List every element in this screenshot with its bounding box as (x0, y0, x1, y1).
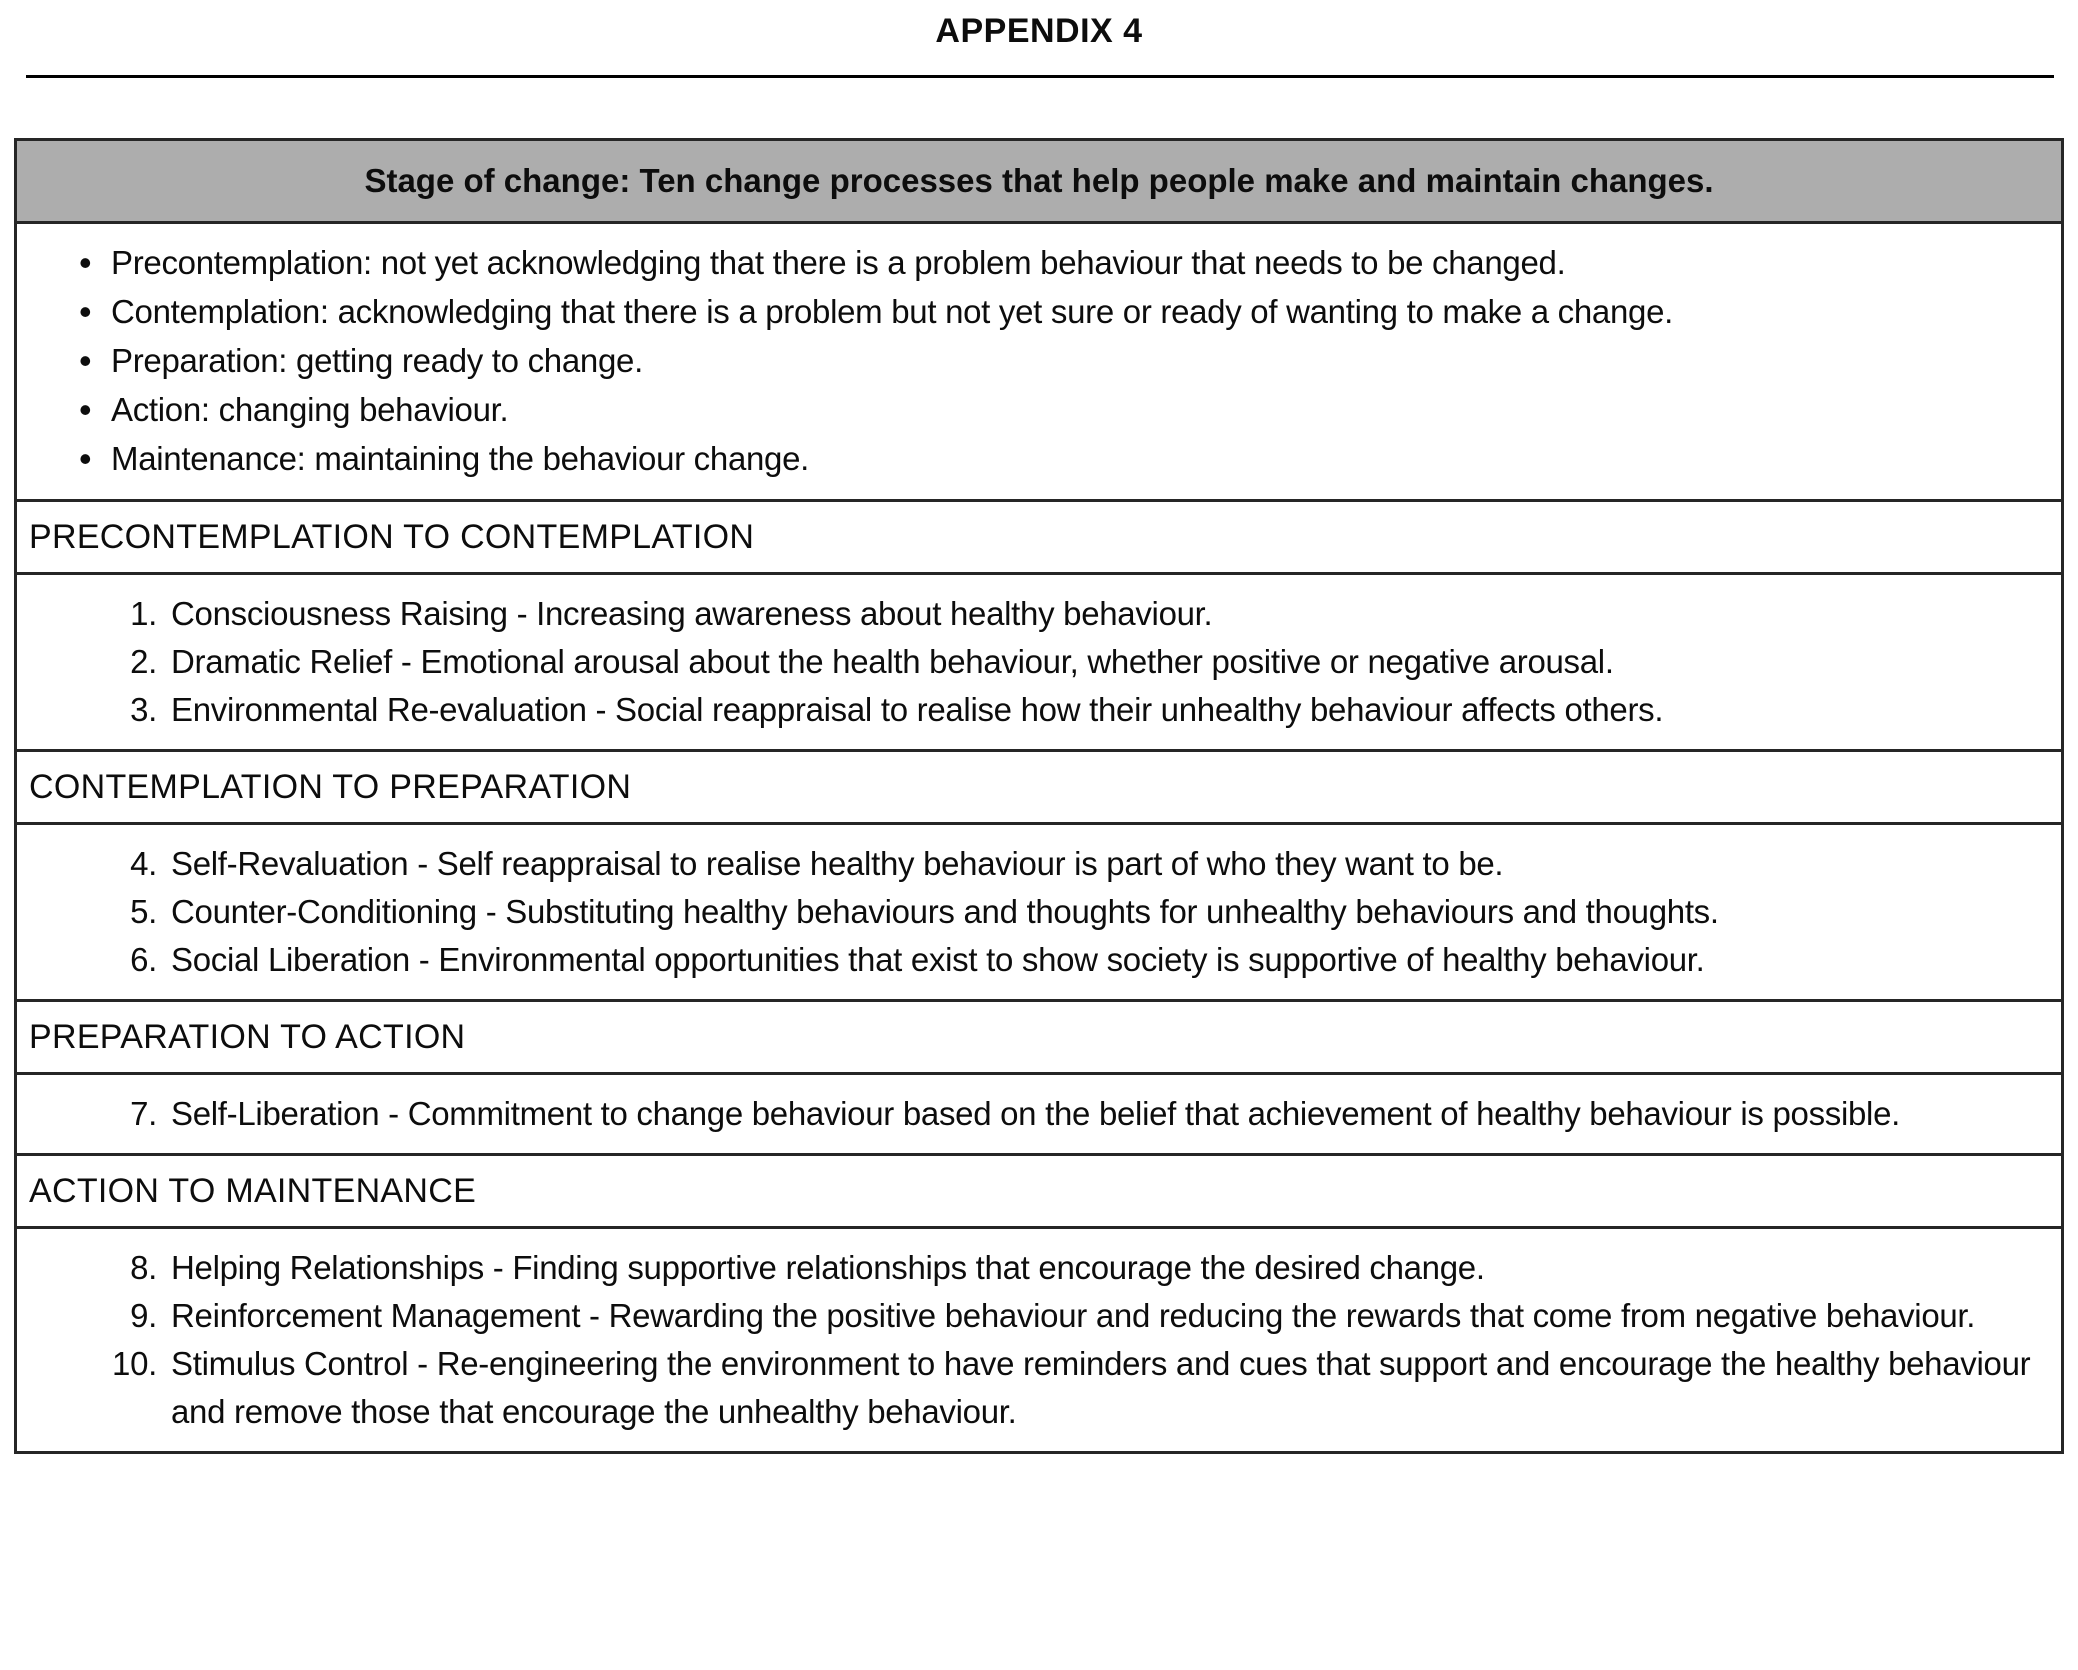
section-title-text: PRECONTEMPLATION TO CONTEMPLATION (29, 518, 755, 556)
list-item (17, 1292, 2035, 1340)
list-item (79, 386, 2033, 435)
item-text: Environmental Re-evaluation - Social reappraisal to realise how their unhealthy behaviour affects others. (171, 691, 1664, 728)
item-text: Dramatic Relief - Emotional arousal about the health behaviour, whether positive or negative arousal. (171, 643, 1614, 680)
title-divider (26, 75, 2054, 78)
item-number: 10. (112, 1345, 157, 1382)
page-title: APPENDIX 4 (935, 12, 1143, 50)
stage-text: Action: changing behaviour. (111, 391, 509, 428)
bullet-icon (79, 337, 97, 386)
list-item (79, 288, 2033, 337)
bullet-icon (79, 386, 97, 435)
section-title-text: PREPARATION TO ACTION (29, 1018, 466, 1056)
item-number: 1. (130, 595, 157, 632)
item-number: 9. (130, 1297, 157, 1334)
item-text: Social Liberation - Environmental opportunities that exist to show society is supportive of healthy behaviour. (171, 941, 1705, 978)
item-text: Self-Liberation - Commitment to change behaviour based on the belief that achievement of healthy behaviour is possible. (171, 1095, 1901, 1132)
stage-text: Preparation: getting ready to change. (111, 342, 643, 379)
bullet-icon (79, 239, 97, 288)
list-item (17, 888, 2035, 936)
process-list (17, 1229, 2061, 1451)
item-text: Self-Revaluation - Self reappraisal to realise healthy behaviour is part of who they want to be. (171, 845, 1504, 882)
process-list (17, 825, 2061, 999)
stage-text: Contemplation: acknowledging that there is a problem but not yet sure or ready of wanting to make a change. (111, 293, 1674, 330)
item-number: 4. (130, 845, 157, 882)
section-title-text: CONTEMPLATION TO PREPARATION (29, 768, 632, 806)
list-item (17, 1340, 2035, 1436)
item-text: Counter-Conditioning - Substituting healthy behaviours and thoughts for unhealthy behaviours and thoughts. (171, 893, 1719, 930)
section-title-text: ACTION TO MAINTENANCE (29, 1172, 477, 1210)
item-number: 5. (130, 893, 157, 930)
item-number: 6. (130, 941, 157, 978)
list-item (17, 1090, 2035, 1138)
item-text: Consciousness Raising - Increasing awareness about healthy behaviour. (171, 595, 1213, 632)
list-item (79, 337, 2033, 386)
section-title-preparation-to-action (17, 999, 2061, 1072)
list-item (17, 590, 2035, 638)
item-text: Reinforcement Management - Rewarding the positive behaviour and reducing the rewards that come from negative behaviour. (171, 1297, 1976, 1334)
item-number: 2. (130, 643, 157, 680)
list-item (17, 686, 2035, 734)
process-row (17, 822, 2061, 999)
process-row (17, 1072, 2061, 1153)
stage-list (17, 224, 2061, 499)
list-item (17, 936, 2035, 984)
item-number: 3. (130, 691, 157, 728)
table-header-row (17, 141, 2061, 221)
section-title-action-to-maintenance (17, 1153, 2061, 1226)
item-number: 8. (130, 1249, 157, 1286)
list-item (17, 840, 2035, 888)
stages-row (17, 221, 2061, 499)
process-row (17, 572, 2061, 749)
stage-text: Precontemplation: not yet acknowledging that there is a problem behaviour that needs to be changed. (111, 244, 1566, 281)
stages-of-change-table (14, 138, 2064, 1454)
item-text: Helping Relationships - Finding supportive relationships that encourage the desired change. (171, 1249, 1485, 1286)
bullet-icon (79, 435, 97, 484)
list-item (79, 239, 2033, 288)
list-item (79, 435, 2033, 484)
section-title-precontemplation-to-contemplation (17, 499, 2061, 572)
item-text: Stimulus Control - Re-engineering the environment to have reminders and cues that support and encourage the healthy behaviour and remove those that encourage the unhealthy behaviour. (171, 1345, 2031, 1430)
list-item (17, 1244, 2035, 1292)
stage-text: Maintenance: maintaining the behaviour change. (111, 440, 810, 477)
process-row (17, 1226, 2061, 1451)
process-list (17, 575, 2061, 749)
process-list (17, 1075, 2061, 1153)
item-number: 7. (130, 1095, 157, 1132)
section-title-contemplation-to-preparation (17, 749, 2061, 822)
bullet-icon (79, 288, 97, 337)
list-item (17, 638, 2035, 686)
table-header-text: Stage of change: Ten change processes that help people make and maintain changes. (364, 162, 1714, 199)
